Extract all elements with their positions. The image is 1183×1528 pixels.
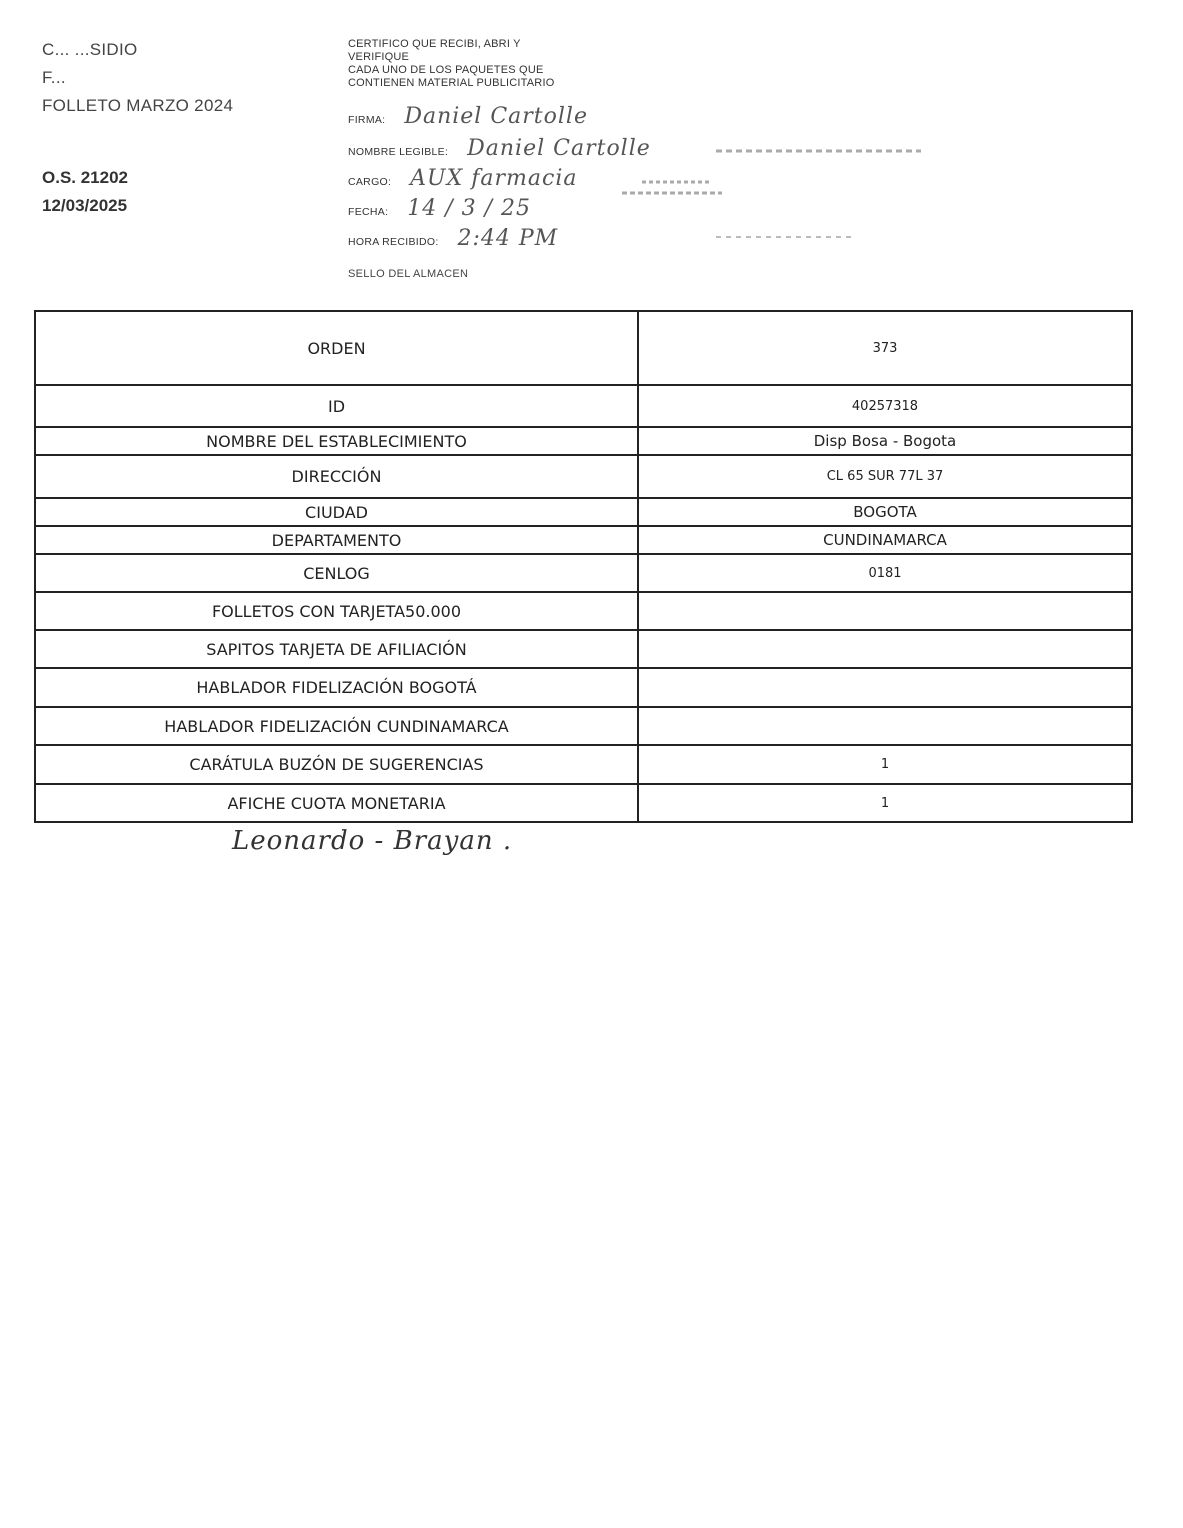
row-key: ID — [35, 385, 638, 427]
row-value: Disp Bosa - Bogota — [638, 427, 1132, 455]
row-value: CL 65 SUR 77L 37 — [638, 455, 1132, 498]
row-value — [638, 707, 1132, 745]
table-row — [35, 630, 1132, 668]
document-header-left — [42, 36, 233, 120]
row-key: CENLOG — [35, 554, 638, 592]
firma-label: FIRMA: — [348, 114, 386, 126]
row-value: 1 — [638, 745, 1132, 784]
certificate-text — [348, 38, 554, 90]
row-value: 40257318 — [638, 385, 1132, 427]
table-row — [35, 592, 1132, 630]
row-value — [638, 592, 1132, 630]
row-key: CIUDAD — [35, 498, 638, 526]
os-number: O.S. 21202 — [42, 168, 129, 187]
row-key: DEPARTAMENTO — [35, 526, 638, 554]
table-row — [35, 311, 1132, 385]
faint-stamp-line-1 — [716, 146, 926, 156]
faint-stamp-logo-marks — [622, 176, 732, 200]
table-row — [35, 745, 1132, 784]
row-key: SAPITOS TARJETA DE AFILIACIÓN — [35, 630, 638, 668]
sello-label: SELLO DEL ALMACEN — [348, 268, 469, 280]
row-key: HABLADOR FIDELIZACIÓN BOGOTÁ — [35, 668, 638, 707]
fecha-label: FECHA: — [348, 206, 389, 218]
fecha-field — [348, 196, 531, 221]
table-row — [35, 385, 1132, 427]
row-value: BOGOTA — [638, 498, 1132, 526]
cert-line-3: CADA UNO DE LOS PAQUETES QUE — [348, 64, 544, 76]
shipment-table — [34, 310, 1133, 823]
row-key: CARÁTULA BUZÓN DE SUGERENCIAS — [35, 745, 638, 784]
table-row — [35, 707, 1132, 745]
cargo-handwritten: AUX farmacia — [410, 166, 578, 191]
firma-handwritten: Daniel Cartolle — [404, 104, 588, 129]
cert-line-4: CONTIENEN MATERIAL PUBLICITARIO — [348, 77, 555, 89]
table-row — [35, 784, 1132, 822]
header-line-1: C... ...SIDIO — [42, 40, 138, 59]
cert-line-1: CERTIFICO QUE RECIBI, ABRI Y — [348, 38, 521, 50]
hora-handwritten: 2:44 PM — [457, 226, 559, 251]
row-key: HABLADOR FIDELIZACIÓN CUNDINAMARCA — [35, 707, 638, 745]
row-value: CUNDINAMARCA — [638, 526, 1132, 554]
nombre-field — [348, 136, 651, 161]
row-key: FOLLETOS CON TARJETA50.000 — [35, 592, 638, 630]
table-row — [35, 427, 1132, 455]
cert-line-2: VERIFIQUE — [348, 51, 410, 63]
cargo-field — [348, 166, 577, 191]
row-key: ORDEN — [35, 311, 638, 385]
hora-field — [348, 226, 558, 251]
header-folleto: FOLLETO MARZO 2024 — [42, 96, 234, 115]
nombre-handwritten: Daniel Cartolle — [467, 136, 651, 161]
row-key: NOMBRE DEL ESTABLECIMIENTO — [35, 427, 638, 455]
nombre-label: NOMBRE LEGIBLE: — [348, 146, 449, 158]
faint-stamp-logo — [622, 176, 732, 200]
table-row — [35, 526, 1132, 554]
table-row — [35, 668, 1132, 707]
faint-stamp-marks-1 — [716, 146, 926, 156]
table-row — [35, 498, 1132, 526]
order-service-block — [42, 164, 128, 220]
row-value — [638, 630, 1132, 668]
faint-stamp-marks-2 — [716, 232, 866, 242]
header-line-2: F... — [42, 68, 66, 87]
cargo-label: CARGO: — [348, 176, 392, 188]
row-value: 373 — [638, 311, 1132, 385]
row-value: 0181 — [638, 554, 1132, 592]
table-row — [35, 554, 1132, 592]
firma-field — [348, 104, 588, 129]
fecha-handwritten: 14 / 3 / 25 — [407, 196, 532, 221]
handwritten-signature: Leonardo - Brayan . — [232, 826, 513, 856]
hora-label: HORA RECIBIDO: — [348, 236, 439, 248]
table-row — [35, 455, 1132, 498]
row-value: 1 — [638, 784, 1132, 822]
faint-stamp-line-2 — [716, 232, 866, 242]
os-date: 12/03/2025 — [42, 196, 128, 215]
row-key: AFICHE CUOTA MONETARIA — [35, 784, 638, 822]
row-value — [638, 668, 1132, 707]
row-key: DIRECCIÓN — [35, 455, 638, 498]
